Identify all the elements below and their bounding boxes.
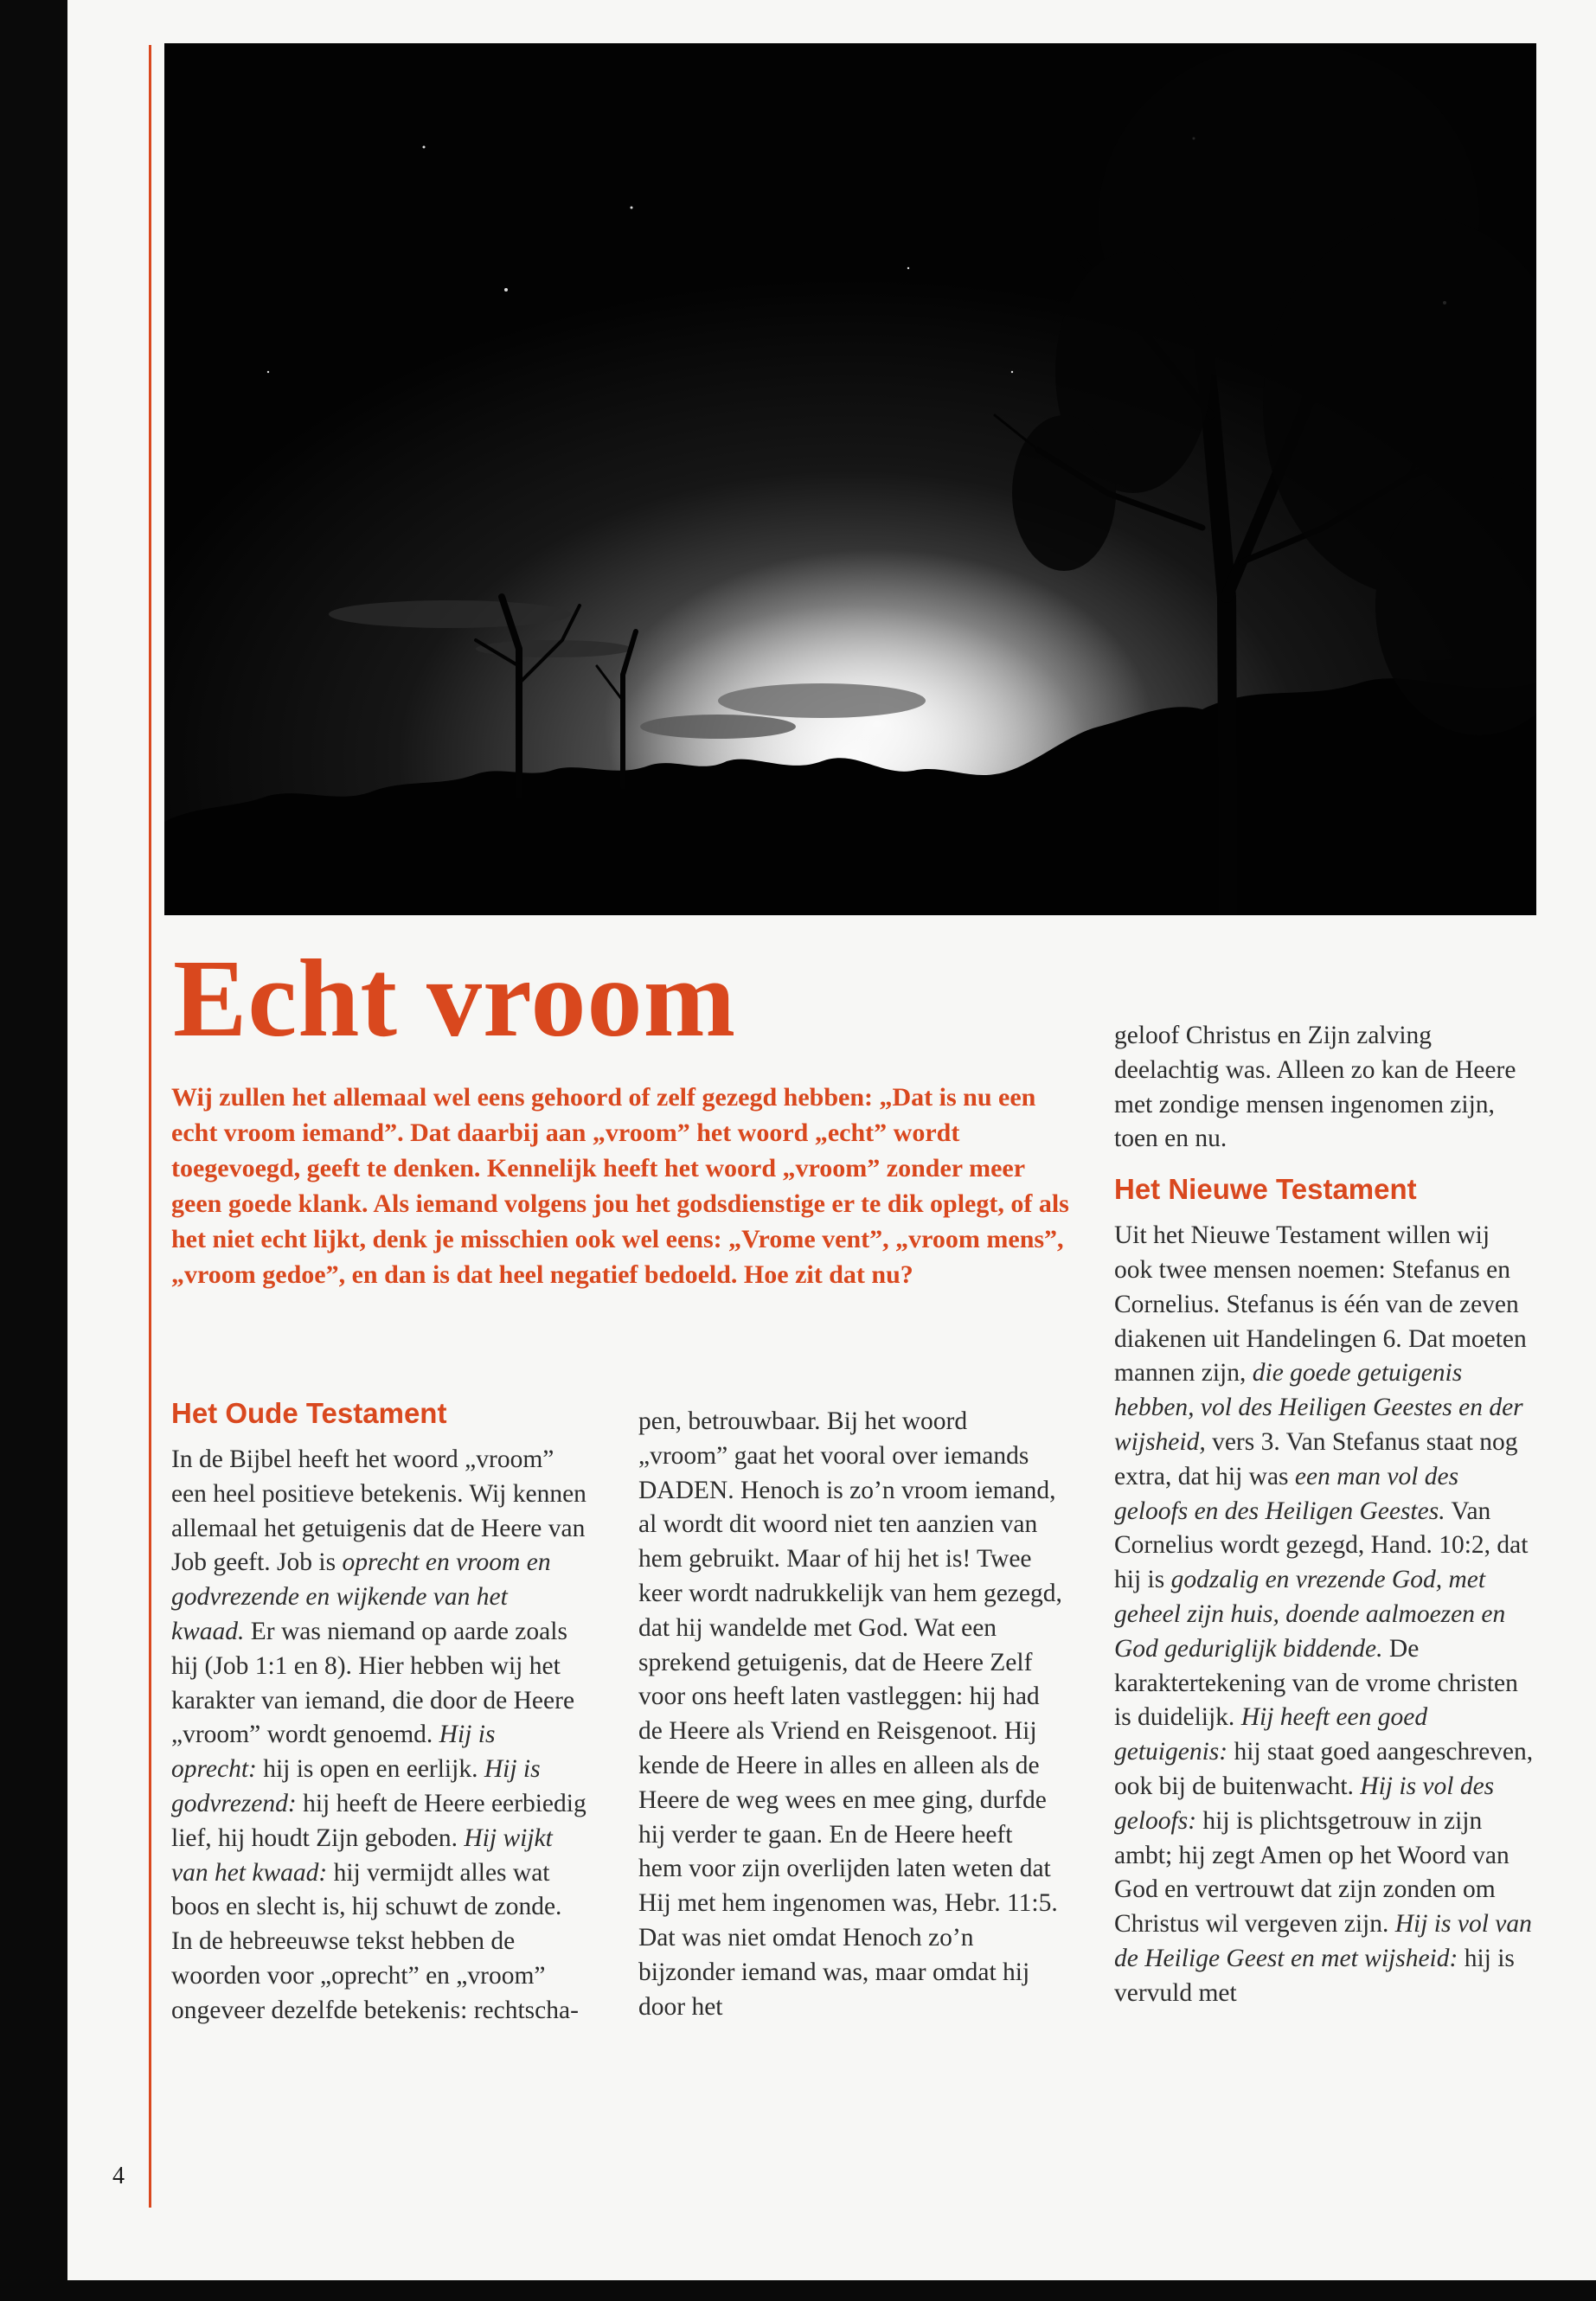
page-number: 4 bbox=[112, 2163, 125, 2189]
text-run: hij vermijdt alles wat boos en slecht is, hij schuwt de zonde. In de hebreeuwse tekst hebben de woorden voor „oprecht” en „vroom” ongeveer dezelfde betekenis: rechtscha- bbox=[171, 1858, 579, 2024]
text-run: Uit het Nieuwe Testament willen wij ook twee mensen noemen: Stefanus en Cornelius. Stefanus is één van de zeven diakenen uit Handelingen 6. Dat moeten mannen zijn, bbox=[1114, 1221, 1527, 1388]
italic-quote: die goede getuigenis hebben, vol des Heiligen Geestes en der wijsheid, bbox=[1114, 1359, 1523, 1456]
scan-edge-left bbox=[0, 0, 67, 2301]
scan-edge-bottom bbox=[0, 2280, 1596, 2301]
column-3 bbox=[1114, 1019, 1534, 2011]
italic-quote: Hij is vol des geloofs: bbox=[1114, 1772, 1495, 1835]
paragraph-continuation: geloof Christus en Zijn zalving deelachtig was. Alleen zo kan de Heere met zondige mensen ingenomen zijn, toen en nu. bbox=[1114, 1022, 1516, 1153]
article-intro: Wij zullen het allemaal wel eens gehoord of zelf gezegd hebben: „Dat is nu een echt vroom iemand”. Dat daarbij aan „vroom” het woord „echt” wordt toegevoegd, geeft te denken. Kennelijk heeft het woord „vroom” zonder meer geen goede klank. Als iemand volgens jou het godsdienstige er te dik oplegt, of als het niet echt lijkt, denk je misschien ook wel eens: „Vrome vent”, „vroom mens”, „vroom gedoe”, en dan is dat heel negatief bedoeld. Hoe zit dat nu? bbox=[171, 1083, 1069, 1289]
italic-quote: godzalig en vrezende God, met geheel zijn huis, doende aalmoezen en God geduriglijk biddende. bbox=[1114, 1566, 1506, 1663]
text-run: hij heeft de Heere eerbiedig lief, hij houdt Zijn geboden. bbox=[171, 1789, 586, 1852]
text-run: hij is plichtsgetrouw in zijn ambt; hij zegt Amen op het Woord van God en vertrouwt dat zijn zonden om Christus wil vergeven zijn. bbox=[1114, 1806, 1509, 1939]
italic-quote: Hij wijkt van het kwaad: bbox=[171, 1823, 553, 1887]
article-title: Echt vroom bbox=[173, 937, 737, 1060]
italic-quote: Hij heeft een goed getuigenis: bbox=[1114, 1703, 1428, 1766]
heading-old-testament: Het Oude Testament bbox=[171, 1397, 447, 1429]
italic-quote: oprecht en vroom en godvrezende en wijkende van het kwaad. bbox=[171, 1548, 551, 1645]
italic-quote: Hij is oprecht: bbox=[171, 1721, 496, 1784]
heading-new-testament: Het Nieuwe Testament bbox=[1114, 1173, 1417, 1206]
paragraph-old-testament bbox=[171, 1443, 586, 2029]
text-run: hij staat goed aangeschreven, ook bij de buitenwacht. bbox=[1114, 1738, 1534, 1800]
text-run: hij is vervuld met bbox=[1114, 1944, 1515, 2007]
italic-quote: een man vol des geloofs en des Heiligen Geestes. bbox=[1114, 1462, 1459, 1525]
text-run: hij is open en eerlijk. bbox=[256, 1755, 484, 1784]
italic-quote: Hij is godvrezend: bbox=[171, 1755, 541, 1817]
header-photo bbox=[164, 43, 1536, 915]
column-2 bbox=[638, 1405, 1062, 2024]
italic-quote: Hij is vol van de Heilige Geest en met wijsheid: bbox=[1114, 1910, 1532, 1972]
text-run: De karaktertekening van de vrome christen is duidelijk. bbox=[1114, 1634, 1518, 1732]
paragraph-henoch: pen, betrouwbaar. Bij het woord „vroom” gaat het vooral over iemands DADEN. Henoch is zo’n vroom iemand, al wordt dit woord niet ten aanzien van hem gebruikt. Maar of hij het is! Twee keer wordt nadrukkelijk van hem gezegd, dat hij wandelde met God. Wat een sprekend getuigenis, dat de Heere Zelf voor ons heeft laten vastleggen: hij had de Heere als Vriend en Reisgenoot. Hij kende de Heere in alles en alleen als de Heere de weg wees en mee ging, durfde hij verder te gaan. En de Heere heeft hem voor zijn overlijden laten weten dat Hij met hem ingenomen was, Hebr. 11:5. Dat was niet omdat Henoch zo’n bijzonder iemand was, maar omdat hij door het bbox=[638, 1407, 1062, 2021]
text-run: vers 3. Van Stefanus staat nog extra, dat hij was bbox=[1114, 1427, 1518, 1490]
text-run: In de Bijbel heeft het woord „vroom” een heel positieve betekenis. Wij kennen allemaal het getuigenis dat de Heere van Job geeft. Job is bbox=[171, 1445, 586, 1577]
paragraph-new-testament bbox=[1114, 1219, 1534, 2010]
text-run: Van Cornelius wordt gezegd, Hand. 10:2, dat hij is bbox=[1114, 1497, 1529, 1594]
text-run: Er was niemand op aarde zoals hij (Job 1:1 en 8). Hier hebben wij het karakter van iemand, die door de Heere „vroom” wordt genoemd. bbox=[171, 1617, 575, 1749]
column-1 bbox=[171, 1394, 586, 2029]
red-margin-rule bbox=[149, 45, 151, 2208]
